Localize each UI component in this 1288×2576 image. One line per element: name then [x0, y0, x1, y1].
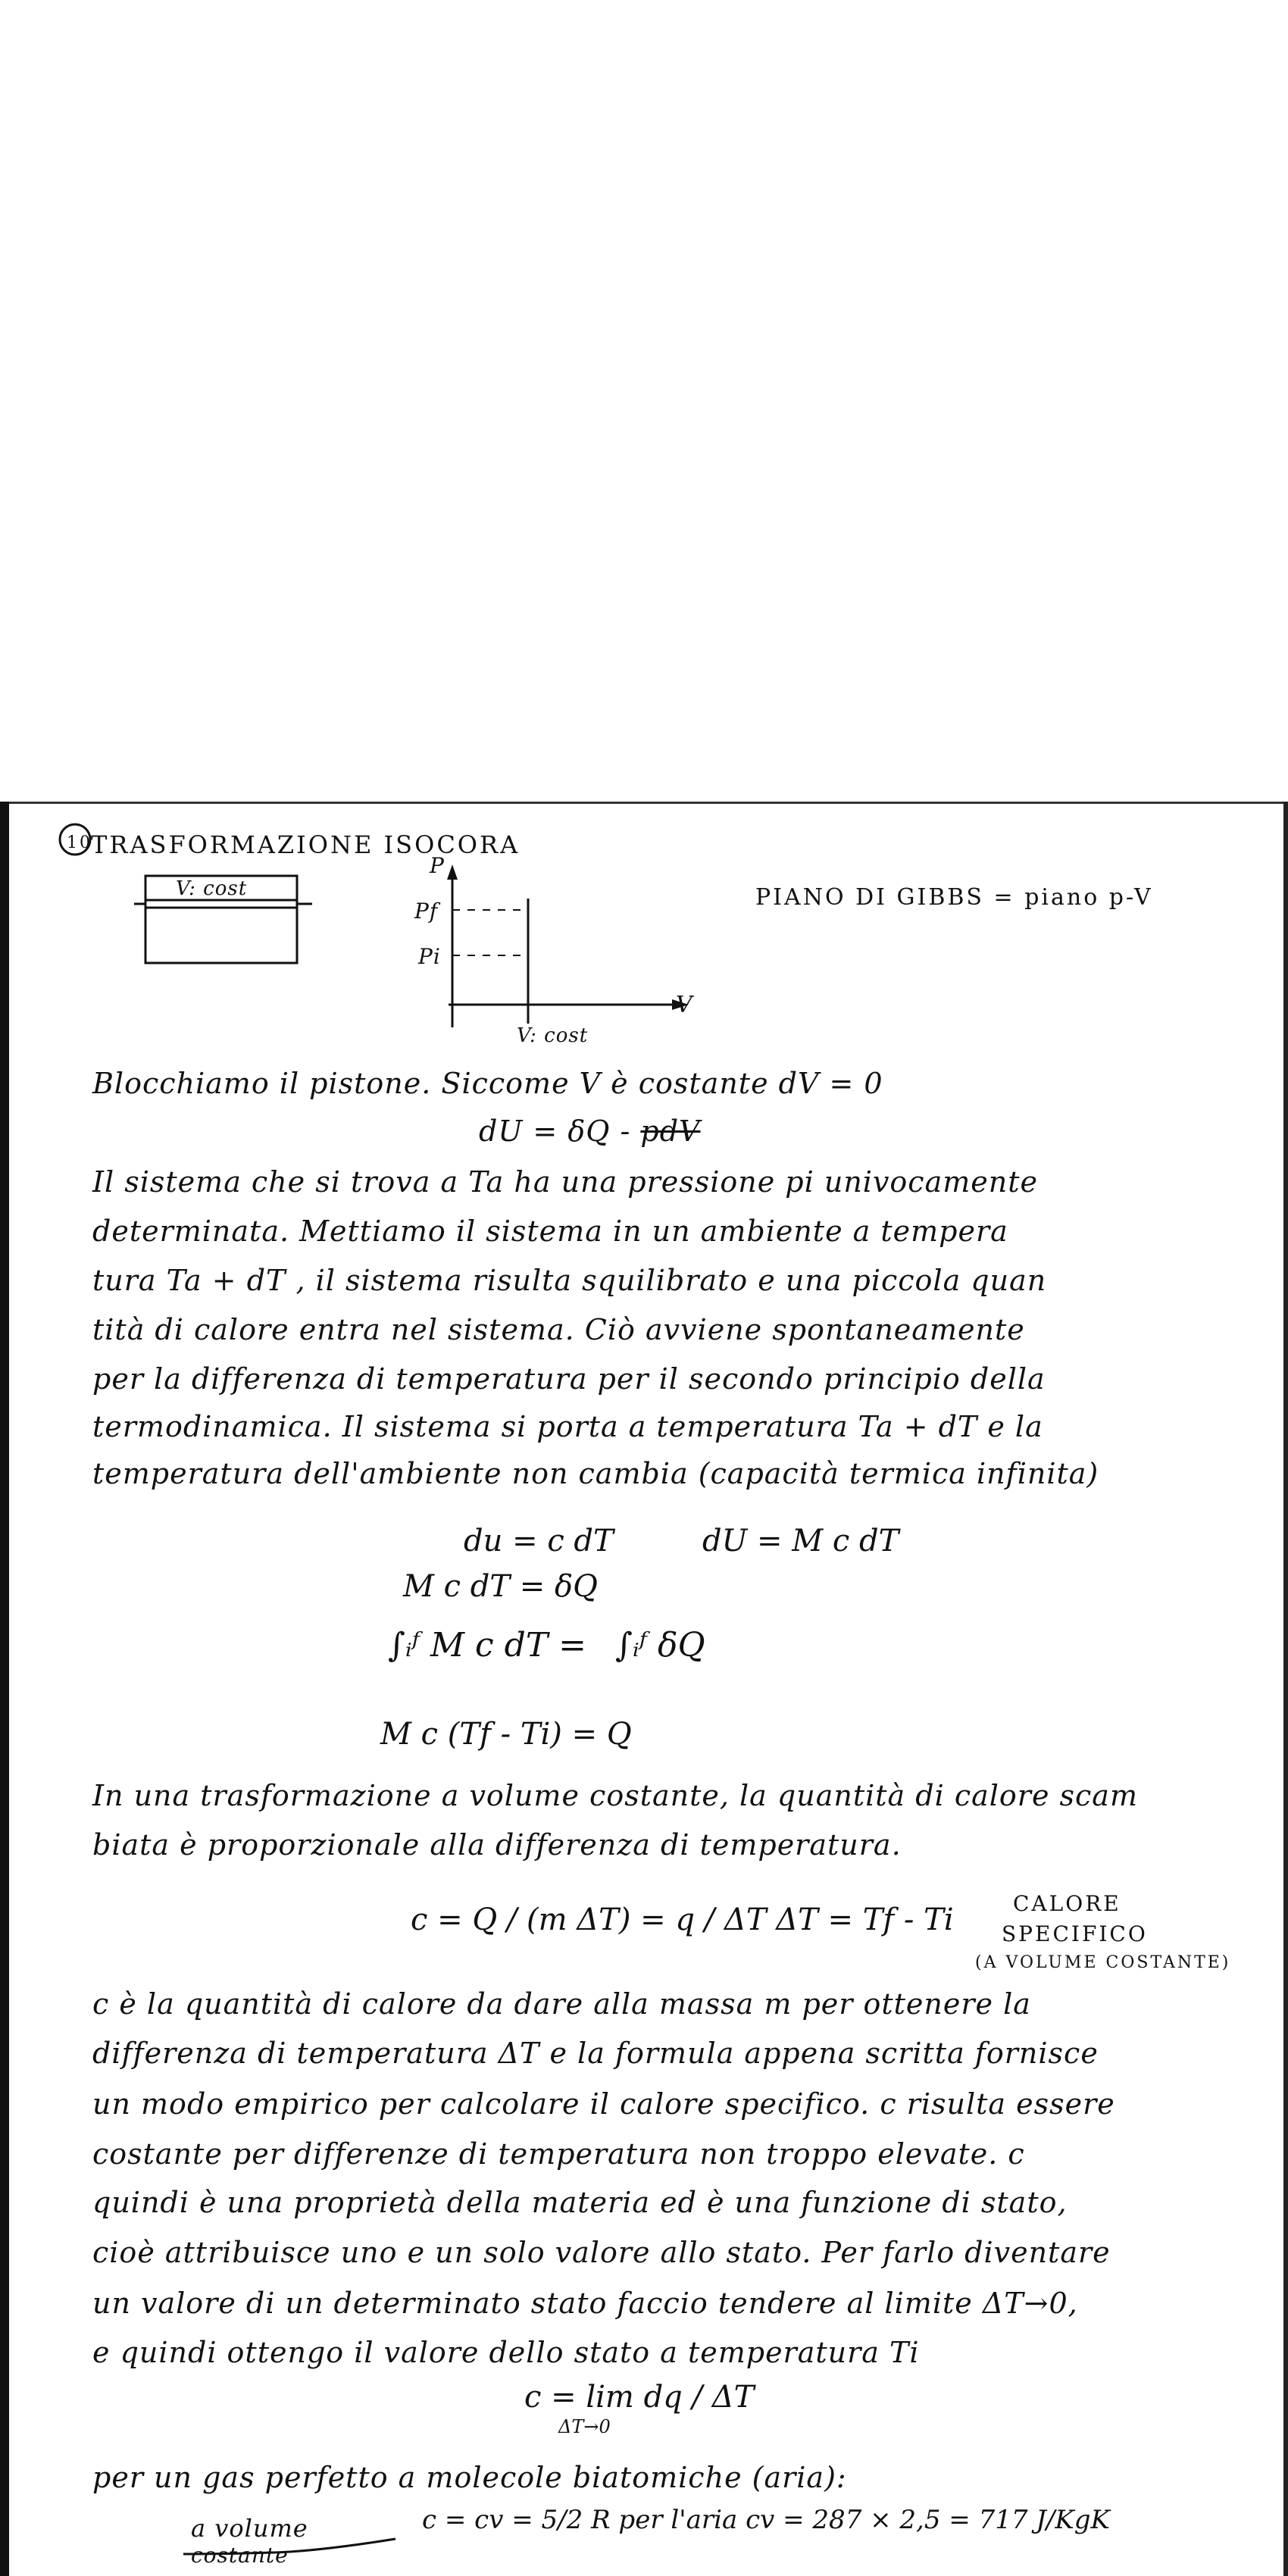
text-line: In una trasformazione a volume costante, la quantità di calore scam [92, 1779, 1138, 1812]
text-line: c è la quantità di calore da dare alla massa m per ottenere la [92, 1987, 1031, 2021]
text-line: per un gas perfetto a molecole biatomiche (aria): [92, 2461, 847, 2494]
text-line: differenza di temperatura ΔT e la formula appena scritta fornisce [92, 2037, 1099, 2070]
equation-limit: c = lim dq / ΔT [524, 2380, 755, 2415]
text-line: quindi è una proprietà della materia ed è una funzione di stato, [92, 2186, 1068, 2219]
page-title: TRASFORMAZIONE ISOCORA [91, 830, 521, 859]
equation-du-main: dU = δQ - [479, 1114, 641, 1148]
bottom-left-label-2: costante [191, 2543, 289, 2568]
equation-integral-left: ∫ᵢᶠ M c dT = [388, 1626, 587, 1665]
gibbs-plane-heading: PIANO DI GIBBS = piano p-V [755, 884, 1153, 911]
p-v-diagram [407, 864, 695, 1039]
text-line: Blocchiamo il pistone. Siccome V è costante dV = 0 [92, 1067, 883, 1100]
text-line: biata è proporzionale alla differenza di temperatura. [92, 1828, 902, 1862]
v-constant-label: V: cost [517, 1024, 589, 1047]
text-line: Il sistema che si trova a Ta ha una pressione pi univocamente [92, 1165, 1038, 1199]
specific-heat-label-2: SPECIFICO [1002, 1921, 1148, 1946]
scan-right-edge [1283, 802, 1288, 2576]
axis-v-label: V [676, 992, 693, 1018]
equation-limit-sub: ΔT→0 [558, 2416, 611, 2437]
text-line: per la differenza di temperatura per il secondo principio della [92, 1362, 1046, 1396]
equation-du-c: du = c dT [464, 1524, 614, 1558]
text-line: costante per differenze di temperatura non troppo elevate. c [92, 2137, 1025, 2171]
scan-left-edge [0, 802, 9, 2576]
cylinder-label: V: cost [176, 877, 248, 900]
axis-pi-label: Pi [418, 944, 441, 969]
equation-heat: M c (Tf - Ti) = Q [380, 1717, 632, 1752]
specific-heat-label-3: (A VOLUME COSTANTE) [975, 1953, 1231, 1972]
text-line: tura Ta + dT , il sistema risulta squilibrato e una piccola quan [92, 1264, 1047, 1297]
text-line: tità di calore entra nel sistema. Ciò avviene spontaneamente [92, 1313, 1025, 1346]
equation-specific-heat: c = Q / (m ΔT) = q / ΔT ΔT = Tf - Ti [411, 1902, 954, 1937]
text-line: un valore di un determinato stato faccio tendere al limite ΔT→0, [92, 2287, 1078, 2320]
axis-pf-label: Pf [414, 899, 439, 924]
text-line: termodinamica. Il sistema si porta a temperatura Ta + dT e la [92, 1410, 1043, 1443]
equation-integral-right: ∫ᵢᶠ δQ [615, 1626, 705, 1665]
equation-dU-Mc: dU = M c dT [702, 1524, 899, 1558]
underline-brace [183, 2531, 502, 2562]
equation-cv: c = cv = 5/2 R per l'aria cv = 287 × 2,5 = 717 J/KgK [422, 2505, 1110, 2535]
text-line: temperatura dell'ambiente non cambia (capacità termica infinita) [92, 1457, 1099, 1490]
text-line: un modo empirico per calcolare il calore specifico. c risulta essere [92, 2087, 1115, 2121]
equation-du-struck: pdV [640, 1114, 701, 1148]
text-line: e quindi ottengo il valore dello stato a temperatura Ti [92, 2336, 920, 2369]
bottom-left-label-1: a volume [191, 2514, 308, 2543]
page-number: 10 [67, 833, 92, 852]
notebook-page [9, 804, 1283, 2576]
equation-du [479, 1113, 700, 1149]
text-line: determinata. Mettiamo il sistema in un ambiente a tempera [92, 1215, 1008, 1248]
specific-heat-label-1: CALORE [1013, 1891, 1121, 1916]
text-line: cioè attribuisce uno e un solo valore allo stato. Per farlo diventare [92, 2236, 1111, 2269]
equation-Mc-dQ: M c dT = δQ [403, 1569, 598, 1604]
axis-p-label: P [430, 853, 445, 878]
